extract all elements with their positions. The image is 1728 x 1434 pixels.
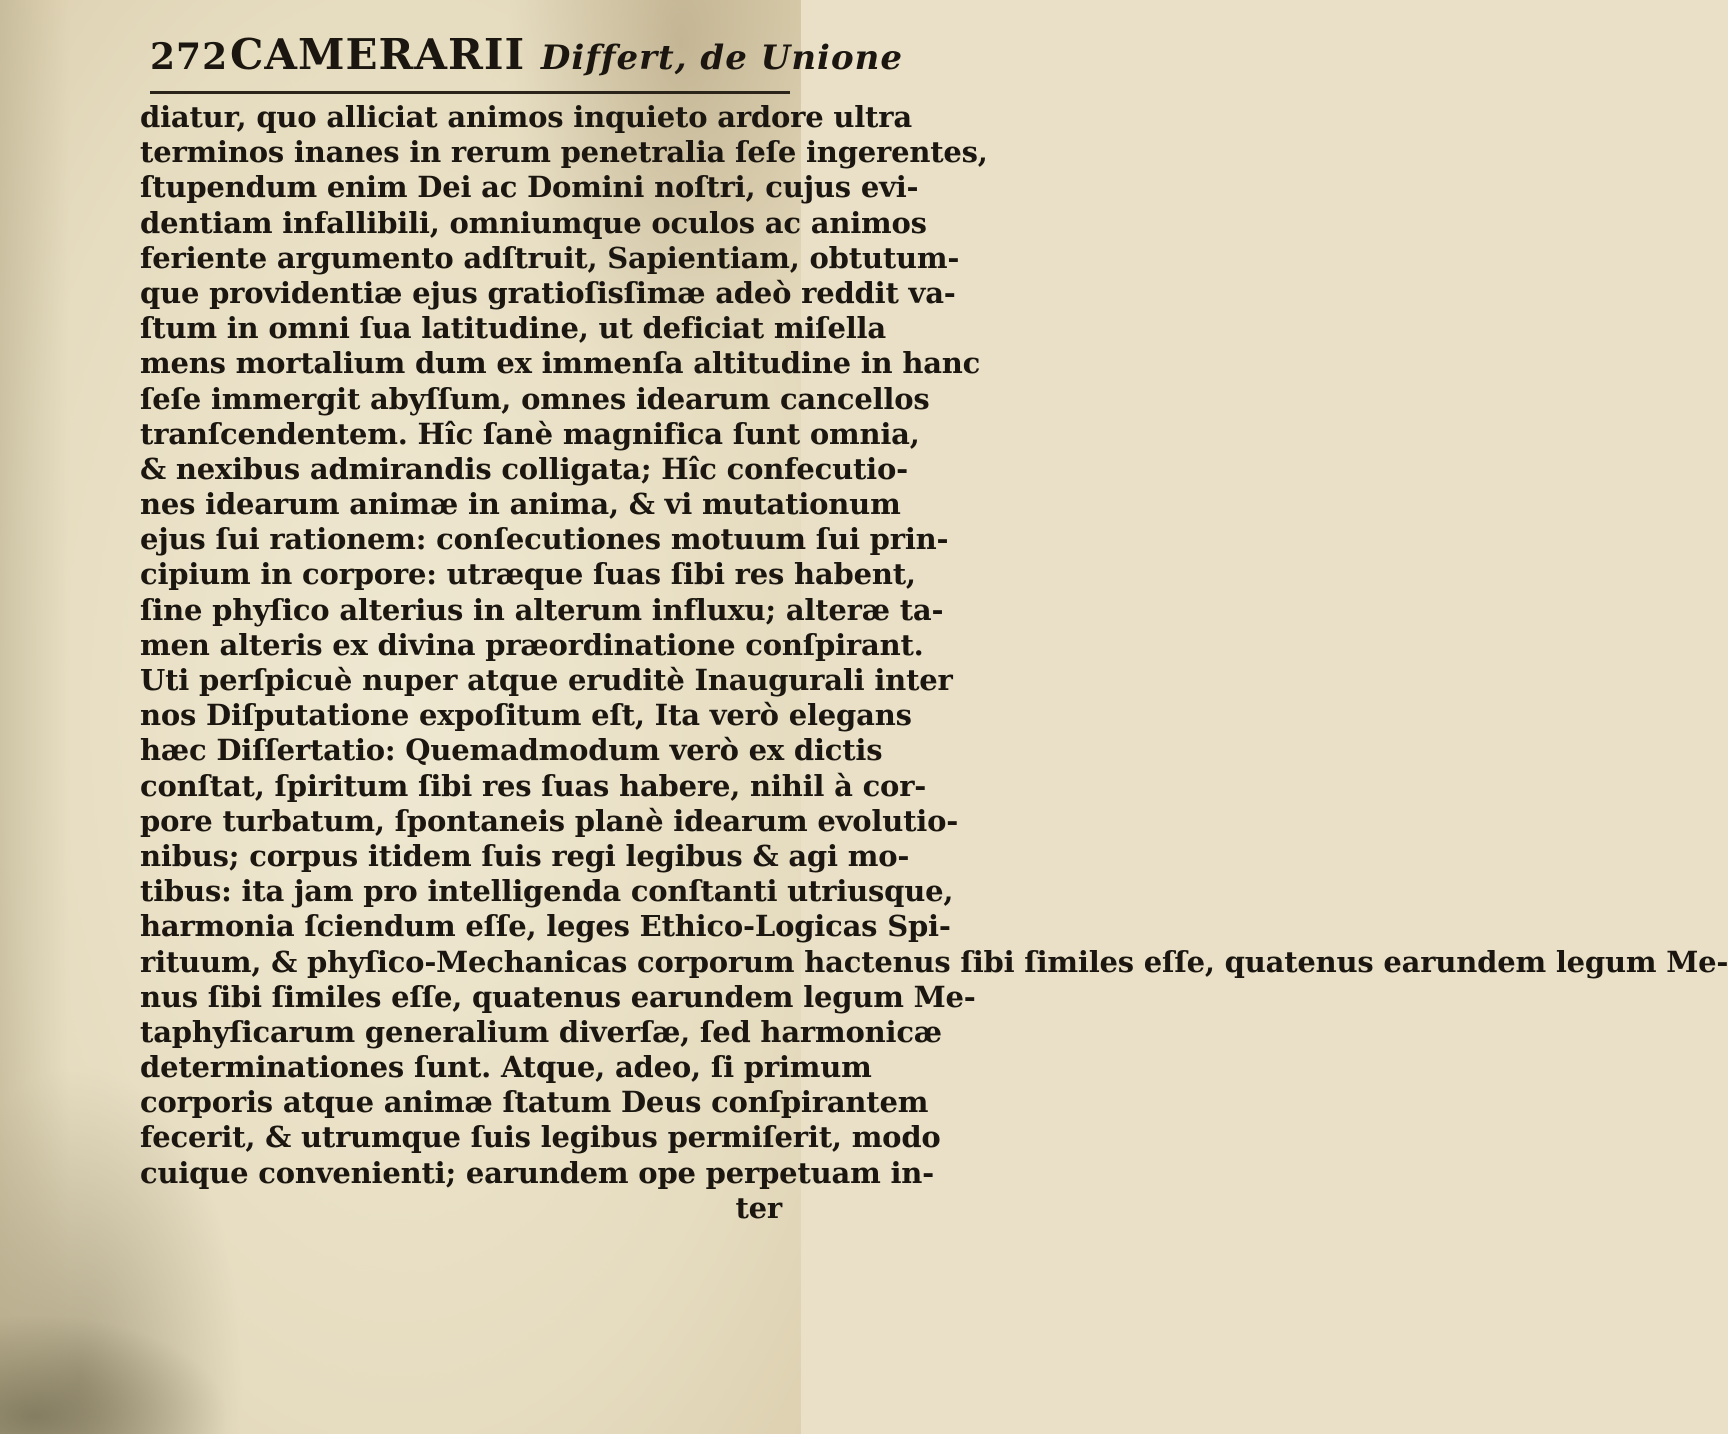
- margin-stain: [0, 0, 70, 1434]
- text-line: men alteris ex divina præordinatione conſpirant.: [140, 627, 924, 662]
- text-line: & nexibus admirandis colligata; Hîc confecutio-: [140, 451, 908, 486]
- text-line: determinationes ſunt. Atque, adeo, ſi primum: [140, 1050, 872, 1085]
- text-line: mens mortalium dum ex immenſa altitudine in hanc: [140, 346, 981, 381]
- text-line: que providentiæ ejus gratioſisſimæ adeò reddit va-: [140, 275, 956, 310]
- body-text: [140, 100, 1728, 1226]
- text-line: corporis atque animæ ſtatum Deus conſpirantem: [140, 1085, 929, 1120]
- text-line: ſtum in omni ſua latitudine, ut deficiat miſella: [140, 311, 886, 346]
- text-line: harmonia ſciendum eſſe, leges Ethico-Logicas Spi-: [140, 909, 951, 944]
- corner-stain: [0, 1314, 230, 1434]
- text-line: terminos inanes in rerum penetralia ſeſe ingerentes,: [140, 135, 988, 170]
- page-number: 272: [150, 36, 229, 78]
- text-line: diatur, quo alliciat animos inquieto ardore ultra: [140, 100, 912, 134]
- text-line: pore turbatum, ſpontaneis planè idearum evolutio-: [140, 803, 959, 838]
- text-line: ſine phyſico alterius in alterum influxu; alteræ ta-: [140, 592, 944, 627]
- text-line: hæc Diſſertatio: Quemadmodum verò ex dictis: [140, 733, 883, 768]
- text-line: nes idearum animæ in anima, & vi mutationum: [140, 487, 901, 522]
- text-line: tranſcendentem. Hîc ſanè magnifica ſunt omnia,: [140, 416, 920, 451]
- text-line: Uti perſpicuè nuper atque eruditè Inaugurali inter: [140, 663, 953, 697]
- running-head-author: CAMERARII: [230, 30, 526, 79]
- running-head-title: Differt, de Unione: [540, 38, 903, 78]
- text-line: nibus; corpus itidem ſuis regi legibus & agi mo-: [140, 838, 910, 873]
- text-line: tibus: ita jam pro intelligenda conſtanti utriusque,: [140, 874, 954, 909]
- text-line: ſtupendum enim Dei ac Domini noſtri, cujus evi-: [140, 170, 919, 205]
- catchword: ter: [735, 1190, 782, 1225]
- page-header: [150, 30, 903, 94]
- header-rule: [150, 91, 790, 94]
- text-line: feriente argumento adſtruit, Sapientiam, obtutum-: [140, 240, 960, 275]
- text-line: rituum, & phyſico-Mechanicas corporum hactenus ſibi ſimiles eſſe, quatenus earundem legum Me-: [140, 944, 1728, 979]
- text-line: cuique convenienti; earundem ope perpetuam in-: [140, 1155, 934, 1190]
- text-line: fecerit, & utrumque ſuis legibus permiſerit, modo: [140, 1120, 941, 1155]
- text-line: taphyſicarum generalium diverſæ, ſed harmonicæ: [140, 1014, 942, 1049]
- text-line: cipium in corpore: utræque ſuas ſibi res habent,: [140, 557, 916, 592]
- text-line: nus ſibi ſimiles eſſe, quatenus earundem legum Me-: [140, 979, 976, 1014]
- text-line: dentiam infallibili, omniumque oculos ac animos: [140, 205, 927, 240]
- running-head: [230, 30, 903, 79]
- text-line: nos Diſputatione expoſitum eſt, Ita verò elegans: [140, 698, 912, 733]
- text-line: ejus ſui rationem: conſecutiones motuum ſui prin-: [140, 522, 949, 557]
- text-line: ſeſe immergit abyſſum, omnes idearum cancellos: [140, 381, 930, 416]
- text-line: conſtat, ſpiritum ſibi res ſuas habere, nihil à cor-: [140, 768, 927, 803]
